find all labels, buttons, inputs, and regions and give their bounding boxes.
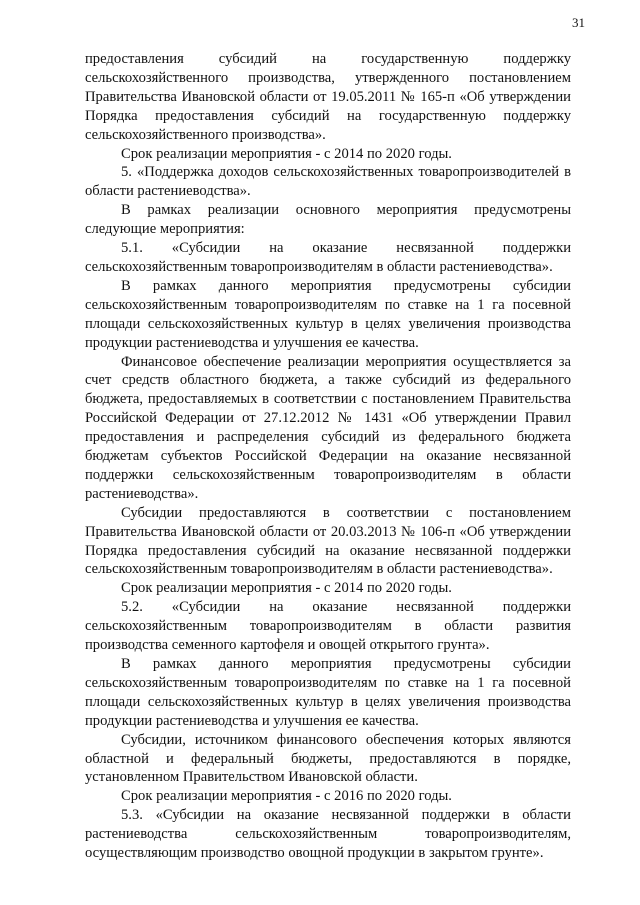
paragraph-term-2014-2020-b: Срок реализации мероприятия - с 2014 по 2020 годы.	[121, 580, 452, 597]
paragraph-financing: Финансовое обеспечение реализации мероприятия осуществляется за счет средств областного бюджета, а также субсидий из федерального бюджета, предоставляемых в соответствии с постановлением Правительства Российской Федерации от 27.12.2012 № 1431 «Об утверждении Правил предоставления и распределения субсидий из федерального бюджета бюджетам субъектов Российской Федерации на оказание несвязанной поддержки сельскохозяйственным товаропроизводителям в области растениеводства».	[85, 353, 571, 502]
paragraph-activities-intro: В рамках реализации основного мероприятия предусмотрены следующие мероприятия:	[85, 202, 571, 238]
page-number: 31	[572, 15, 585, 30]
paragraph-budget-sources: Субсидии, источником финансового обеспечения которых являются областной и федеральный бюджеты, предоставляются в порядке, установленном Правительством Ивановской области.	[85, 731, 571, 786]
document-body	[85, 50, 571, 863]
paragraph-term-2014-2020: Срок реализации мероприятия - с 2014 по 2020 годы.	[121, 145, 452, 162]
paragraph-main-activity-5: 5. «Поддержка доходов сельскохозяйственных товаропроизводителей в области растениеводства».	[85, 164, 571, 200]
paragraph-term-2016-2020: Срок реализации мероприятия - с 2016 по 2020 годы.	[121, 788, 452, 805]
paragraph-activity-5-2: 5.2. «Субсидии на оказание несвязанной поддержки сельскохозяйственным товаропроизводителям в области развития производства семенного картофеля и овощей открытого грунта».	[85, 599, 571, 654]
paragraph-activity-5-1: 5.1. «Субсидии на оказание несвязанной поддержки сельскохозяйственным товаропроизводителям в области растениеводства».	[85, 240, 571, 275]
paragraph-activity-5-2-subsidies: В рамках данного мероприятия предусмотрены субсидии сельскохозяйственным товаропроизводителям по ставке на 1 га посевной площади сельскохозяйственных культур в целях увеличения производства продукции растениеводства и улучшения ее качества.	[85, 656, 571, 729]
paragraph-activity-5-1-subsidies: В рамках данного мероприятия предусмотрены субсидии сельскохозяйственным товаропроизводителям по ставке на 1 га посевной площади сельскохозяйственных культур в целях увеличения производства продукции растениеводства и улучшения ее качества.	[85, 277, 571, 351]
paragraph-subsidies-provision: Субсидии предоставляются в соответствии с постановлением Правительства Ивановской области от 20.03.2013 № 106-п «Об утверждении Порядка предоставления субсидий на оказание несвязанной поддержки сельскохозяйственным товаропроизводителям в области растениеводства».	[85, 504, 571, 578]
paragraph-continuation: предоставления субсидий на государственную поддержку сельскохозяйственного производства, утвержденного постановлением Правительства Ивановской области от 19.05.2011 № 165-п «Об утверждении Порядка предоставления субсидий на государственную поддержку сельскохозяйственного производства».	[85, 51, 571, 143]
paragraph-activity-5-3: 5.3. «Субсидии на оказание несвязанной поддержки в области растениеводства сельскохозяйственным товаропроизводителям, осуществляющим производство овощной продукции в закрытом грунте».	[85, 807, 571, 862]
